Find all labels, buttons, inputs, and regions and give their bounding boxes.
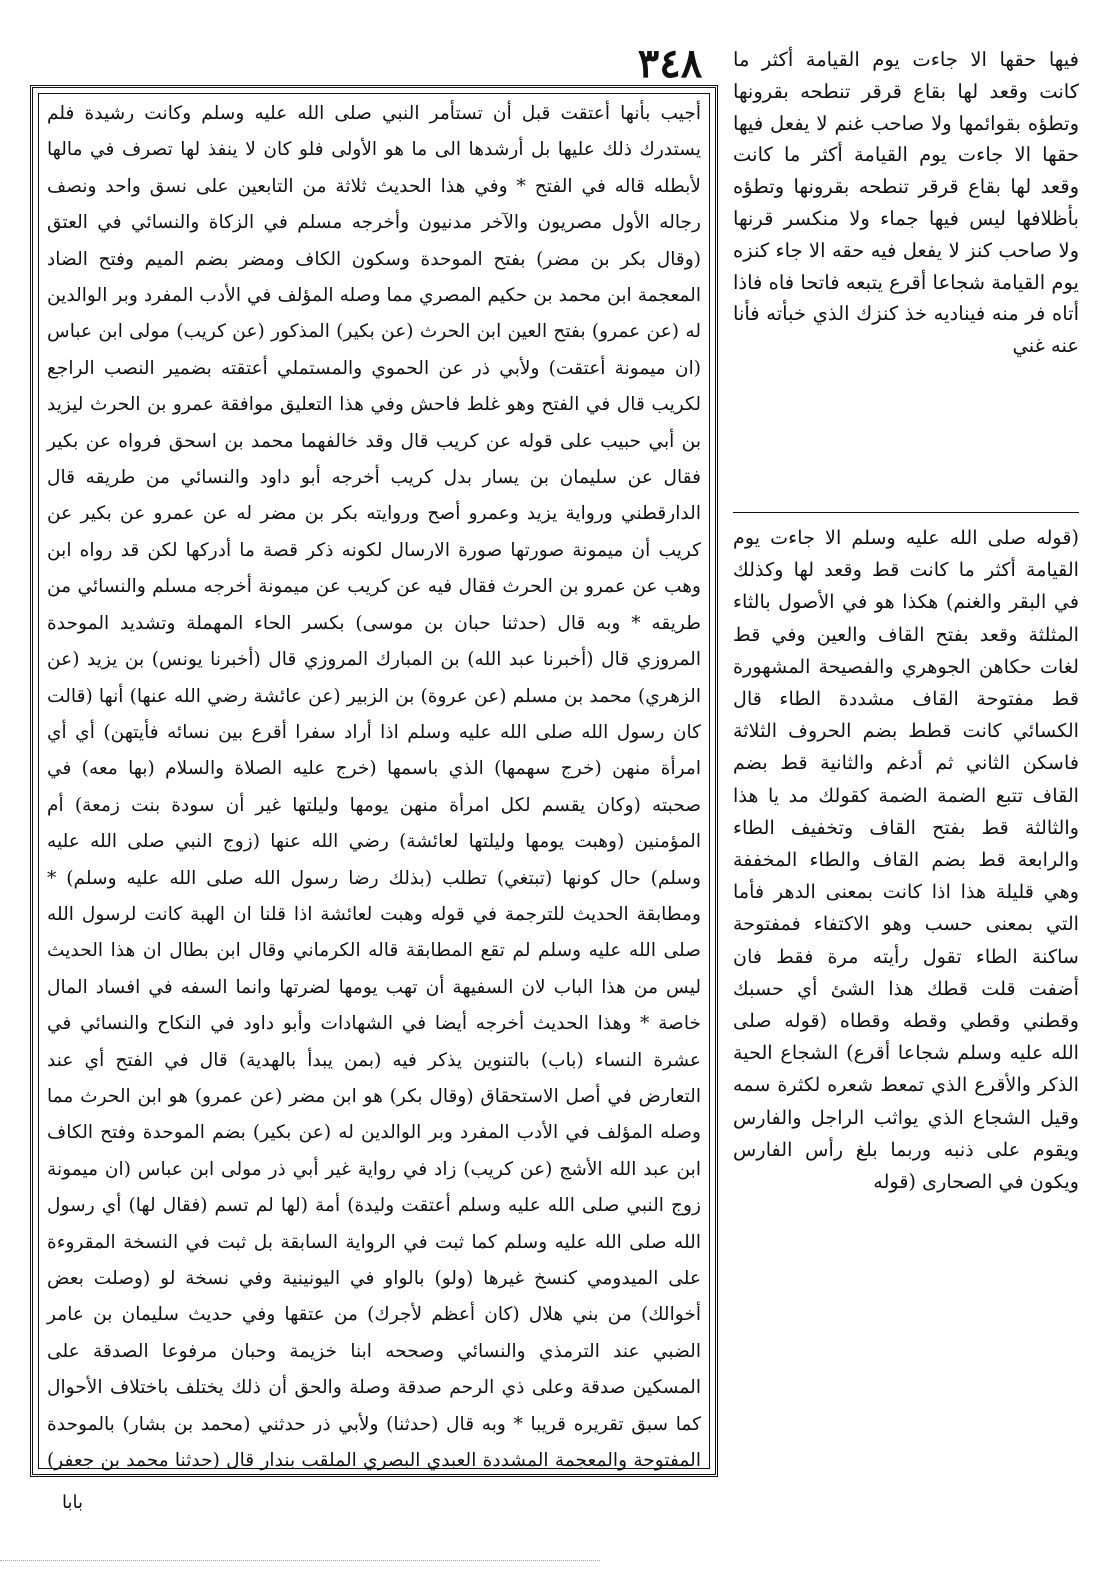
main-commentary-text: أجيب بأنها أعتقت قبل أن تستأمر النبي صلى الله عليه وسلم وكانت رشيدة فلم يستدرك ذلك عليها بل أرشدها الى ما هو الأولى فلو كان لا ينفذ لها تصرف في مالها لأبطله قاله في الفتح * وفي هذا الحديث ثلاثة من التابعين على نسق واحد ونصف رجاله الأول مصريون والآخر مدنيون وأخرجه مسلم في الزكاة والنسائي في العتق (وقال بكر بن مضر) بفتح الموحدة وسكون الكاف ومضر بضم الميم وفتح الضاد المعجمة ابن محمد بن حكيم المصري مما وصله المؤلف في الأدب المفرد وبر الوالدين له (عن عمرو) بفتح العين ابن الحرث (عن بكير) المذكور (عن كريب) مولى ابن عباس (ان ميمونة أعتقت) ولأبي ذر عن الحموي والمستملي أعتقته بضمير النصب الراجع لكريب قال في الفتح وهو غلط فاحش وفي هذا التعليق موافقة عمرو بن الحرث ليزيد بن أبي حبيب على قوله عن كريب قال وقد خالفهما محمد بن اسحق فرواه عن بكير فقال عن سليمان بن يسار بدل كريب أخرجه أبو داود والنسائي من طريقه قال الدارقطني ورواية يزيد وعمرو أصح وروايته بكر بن مضر له عن عمرو عن بكير عن كريب أن ميمونة صورتها صورة الارسال لكونه ذكر قصة ما أدركها لكن قد رواه ابن وهب عن عمرو بن الحرث فقال فيه عن كريب عن ميمونة أخرجه مسلم والنسائي من طريقه * وبه قال (حدثنا حبان بن موسى) بكسر الحاء المهملة وتشديد الموحدة المروزي قال (أخبرنا عبد الله) بن المبارك المروزي قال (أخبرنا يونس) بن يزيد (عن الزهري) محمد بن مسلم (عن عروة) بن الزبير (عن عائشة رضي الله عنها) أنها (قالت كان رسول الله صلى الله عليه وسلم اذا أراد سفرا أقرع بين نسائه فأيتهن) أي أي امرأة منهن (خرج سهمها) الذي باسمها (خرج عليه الصلاة والسلام (بها معه) في صحبته (وكان يقسم لكل امرأة منهن يومها وليلتها غير أن سودة بنت زمعة) أم المؤمنين (وهبت يومها وليلتها لعائشة) رضي الله عنها (زوج النبي صلى الله عليه وسلم) حال كونها (تبتغي) تطلب (بذلك رضا رسول الله صلى الله عليه وسلم) * ومطابقة الحديث للترجمة في قوله وهبت لعائشة اذا قلنا ان الهبة كانت لرسول الله صلى الله عليه وسلم لم تقع المطابقة قاله الكرماني وقال ابن بطال ان هذا الحديث ليس من هذا الباب لان السفيهة أن تهب يومها لضرتها وانما السفه في افساد المال خاصة * وهذا الحديث أخرجه أيضا في الشهادات وأبو داود في النكاح والنسائي في عشرة النساء (باب) بالتنوين يذكر فيه (بمن يبدأ بالهدية) قال في الفتح أي عند التعارض في أصل الاستحقاق (وقال بكر) هو ابن مضر (عن عمرو) هو ابن الحرث مما وصله المؤلف في الأدب المفرد وبر الوالدين له (عن بكير) بضم الموحدة وفتح الكاف ابن عبد الله الأشج (عن كريب) زاد في رواية غير أبي ذر مولى ابن عباس (ان ميمونة زوج النبي صلى الله عليه وسلم أعتقت وليدة) أمة (لها لم تسم (فقال لها) أي رسول الله صلى الله عليه وسلم كما ثبت في الرواية السابقة بل ثبت في النسخة المقروءة على الميدومي كنسخ غيرها (ولو) بالواو في اليونينية وفي نسخة لو (وصلت بعض أخوالك) من بني هلال (كان أعظم لأجرك) من عتقها وفي حديث سليمان بن عامر الضبي عند الترمذي والنسائي وصححه ابنا خزيمة وحبان مرفوعا الصدقة على المسكين صدقة وعلى ذي الرحم صدقة وصلة والحق أن ذلك يختلف باختلاف الأحوال كما سبق تقريره قريبا * وبه قال (حدثنا) ولأبي ذر حدثني (محمد بن بشار) بالموحدة المفتوحة والمعجمة المشددة العبدي البصري الملقب بندار قال (حدثنا محمد بن جعفر) [47, 103, 701, 1472]
page-number: ٣٤٨ [637, 40, 703, 87]
scan-edge-line [0, 1560, 600, 1561]
side-divider [733, 512, 1079, 513]
main-commentary-frame [30, 85, 718, 1477]
footer-mark: بابا [62, 1492, 83, 1513]
side-commentary-text: (قوله صلى الله عليه وسلم الا جاءت يوم القيامة أكثر ما كانت قط وقعد لها وكذلك في البقر والغنم) هكذا هو في الأصول بالثاء المثلثة وقعد بفتح القاف والعين وفي قط لغات حكاهن الجوهري والفصيحة المشهورة قط مفتوحة القاف مشددة الطاء قال الكسائي كانت قطط بضم الحروف الثلاثة فاسكن الثاني ثم أدغم والثانية قط بضم القاف تتبع الضمة الضمة كقولك مد يا هذا والثالثة قط بفتح القاف وتخفيف الطاء والرابعة قط بضم القاف والطاء المخففة وهي قليلة هذا اذا كانت بمعنى الدهر فأما التي بمعنى حسب وهو الاكتفاء فمفتوحة ساكنة الطاء تقول رأيته مرة فقط فان أضفت قلت قطك هذا الشئ أي حسبك وقطني وقطي وقطه وقطاه (قوله صلى الله عليه وسلم شجاعا أقرع) الشجاع الحية الذكر والأقرع الذي تمعط شعره لكثرة سمه وقيل الشجاع الذي يواثب الراجل والفارس ويقوم على ذنبه وربما بلغ رأس الفارس ويكون في الصحارى (قوله [733, 526, 1079, 1194]
side-hadith-text: فيها حقها الا جاءت يوم القيامة أكثر ما كانت وقعد لها بقاع قرقر تنطحه بقرونها وتطؤه بقوائمها ولا صاحب غنم لا يفعل فيها حقها الا جاءت يوم القيامة أكثر ما كانت وقعد لها بقاع قرقر تنطحه بقرونها وتطؤه بأظلافها ليس فيها جماء ولا منكسر قرنها ولا صاحب كنز لا يفعل فيه حقه الا جاء كنزه يوم القيامة شجاعا أقرع يتبعه فاتحا فاه فاذا أتاه فر منه فيناديه خذ كنزك الذي خبأته فأنا عنه غني [733, 48, 1079, 358]
